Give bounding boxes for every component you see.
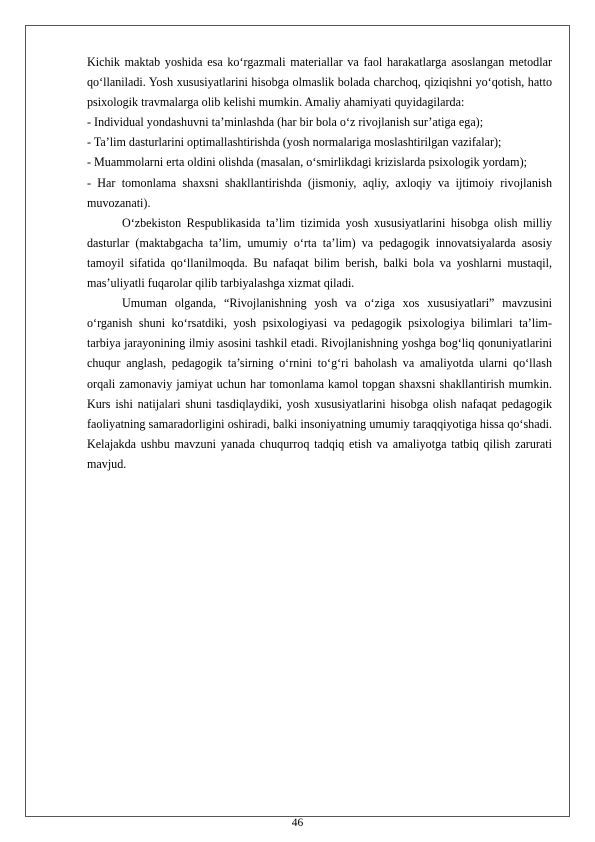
list-item-problem-prevention: - Muammolarni erta oldini olishda (masalan, o‘smirlikdagi krizislarda psixologik yordam);: [87, 155, 527, 170]
list-item-curriculum-optimization: - Ta’lim dasturlarini optimallashtirishda (yosh normalariga moslashtirilgan vazifalar);: [87, 135, 502, 150]
list-item-individual-approach: - Individual yondashuvni ta’minlashda (har bir bola o‘z rivojlanish sur’atiga ega);: [87, 115, 484, 130]
page-number: 46: [291, 817, 304, 829]
list-item-holistic-development: - Har tomonlama shaxsni shakllantirishda (jismoniy, aqliy, axloqiy va ijtimoiy rivojlanish muvozanati).: [87, 175, 552, 210]
paragraph-uzbekistan: O‘zbekiston Respublikasida ta’lim tizimida yosh xususiyatlarini hisobga olish milliy dasturlar (maktabgacha ta’lim, umumiy o‘rta ta’lim) va pedagogik innovatsiyalarda asosiy tamoyil sifatida qo‘llanilmoqda. Bu nafaqat bilim berish, balki bola va yoshlarni mustaqil, mas’uliyatli fuqarolar qilib tarbiyalashga xizmat qiladi.: [87, 215, 552, 291]
document-page: [25, 25, 570, 829]
page-body: [87, 52, 552, 474]
paragraph-intro: Kichik maktab yoshida esa ko‘rgazmali materiallar va faol harakatlarga asoslangan metodlar qo‘llaniladi. Yosh xususiyatlarini hisobga olmaslik bolada charchoq, qiziqishni yo‘qotish, hatto psixologik travmalarga olib kelishi mumkin. Amaliy ahamiyati quyidagilarda:: [87, 55, 552, 110]
paragraph-conclusion: Umuman olganda, “Rivojlanishning yosh va o‘ziga xos xususiyatlari” mavzusini o‘rganish shuni ko‘rsatdiki, yosh psixologiyasi va pedagogik psixologiya bilimlari ta’lim-tarbiya jarayonining ilmiy asosini tashkil etadi. Rivojlanishning yoshga bog‘liq qonuniyatlarini chuqur anglash, pedagogik ta’sirning o‘rnini to‘g‘ri baholash va amaliyotda ularni qo‘llash orqali zamonaviy jamiyat uchun har tomonlama kamol topgan shaxsni shakllantirish mumkin. Kurs ishi natijalari shuni tasdiqlaydiki, yosh xususiyatlarini hisobga olish nafaqat pedagogik faoliyatning samaradorligini oshiradi, balki insoniyatning umumiy taraqqiyotiga hissa qo‘shadi. Kelajakda ushbu mavzuni yanada chuqurroq tadqiq etish va amaliyotga tatbiq qilish zarurati mavjud.: [87, 296, 552, 471]
